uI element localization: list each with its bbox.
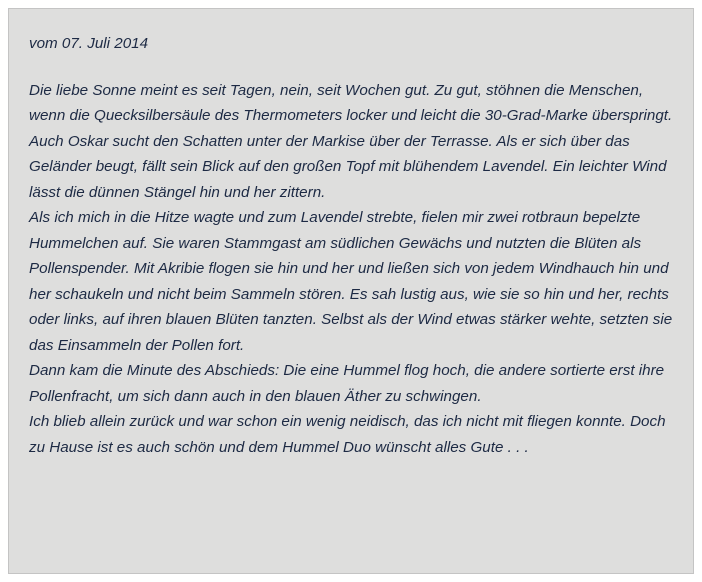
text-panel: [8, 8, 694, 574]
paragraph-3: Dann kam die Minute des Abschieds: Die eine Hummel flog hoch, die andere sortierte erst ihre Pollenfracht, um sich dann auch in den blauen Äther zu schwingen.: [29, 362, 665, 405]
paragraph-4: Ich blieb allein zurück und war schon ein wenig neidisch, das ich nicht mit fliegen konnte. Doch zu Hause ist es auch schön und dem Hummel Duo wünscht alles Gute . . .: [29, 413, 666, 456]
paragraph-1: Die liebe Sonne meint es seit Tagen, nein, seit Wochen gut. Zu gut, stöhnen die Menschen, wenn die Quecksilbersäule des Thermometers locker und leicht die 30-Grad-Marke überspringt. Auch Oskar sucht den Schatten unter der Markise über der Terrasse. Als er sich über das Geländer beugt, fällt sein Blick auf den großen Topf mit blühendem Lavendel. Ein leichter Wind lässt die dünnen Stängel hin und her zittern.: [29, 81, 673, 201]
spacer: [29, 57, 673, 78]
paragraph-2: Als ich mich in die Hitze wagte und zum Lavendel strebte, fielen mir zwei rotbraun bepelzte Hummelchen auf. Sie waren Stammgast am südlichen Gewächs und nutzten die Blüten als Pollenspender. Mit Akribie flogen sie hin und her und ließen sich von jedem Windhauch hin und her schaukeln und nicht beim Sammeln stören. Es sah lustig aus, wie sie so hin und her, rechts oder links, auf ihren blauen Blüten tanzten. Selbst als der Wind etwas stärker wehte, setzten sie das Einsammeln der Pollen fort.: [29, 209, 673, 354]
date-line: vom 07. Juli 2014: [29, 35, 149, 52]
